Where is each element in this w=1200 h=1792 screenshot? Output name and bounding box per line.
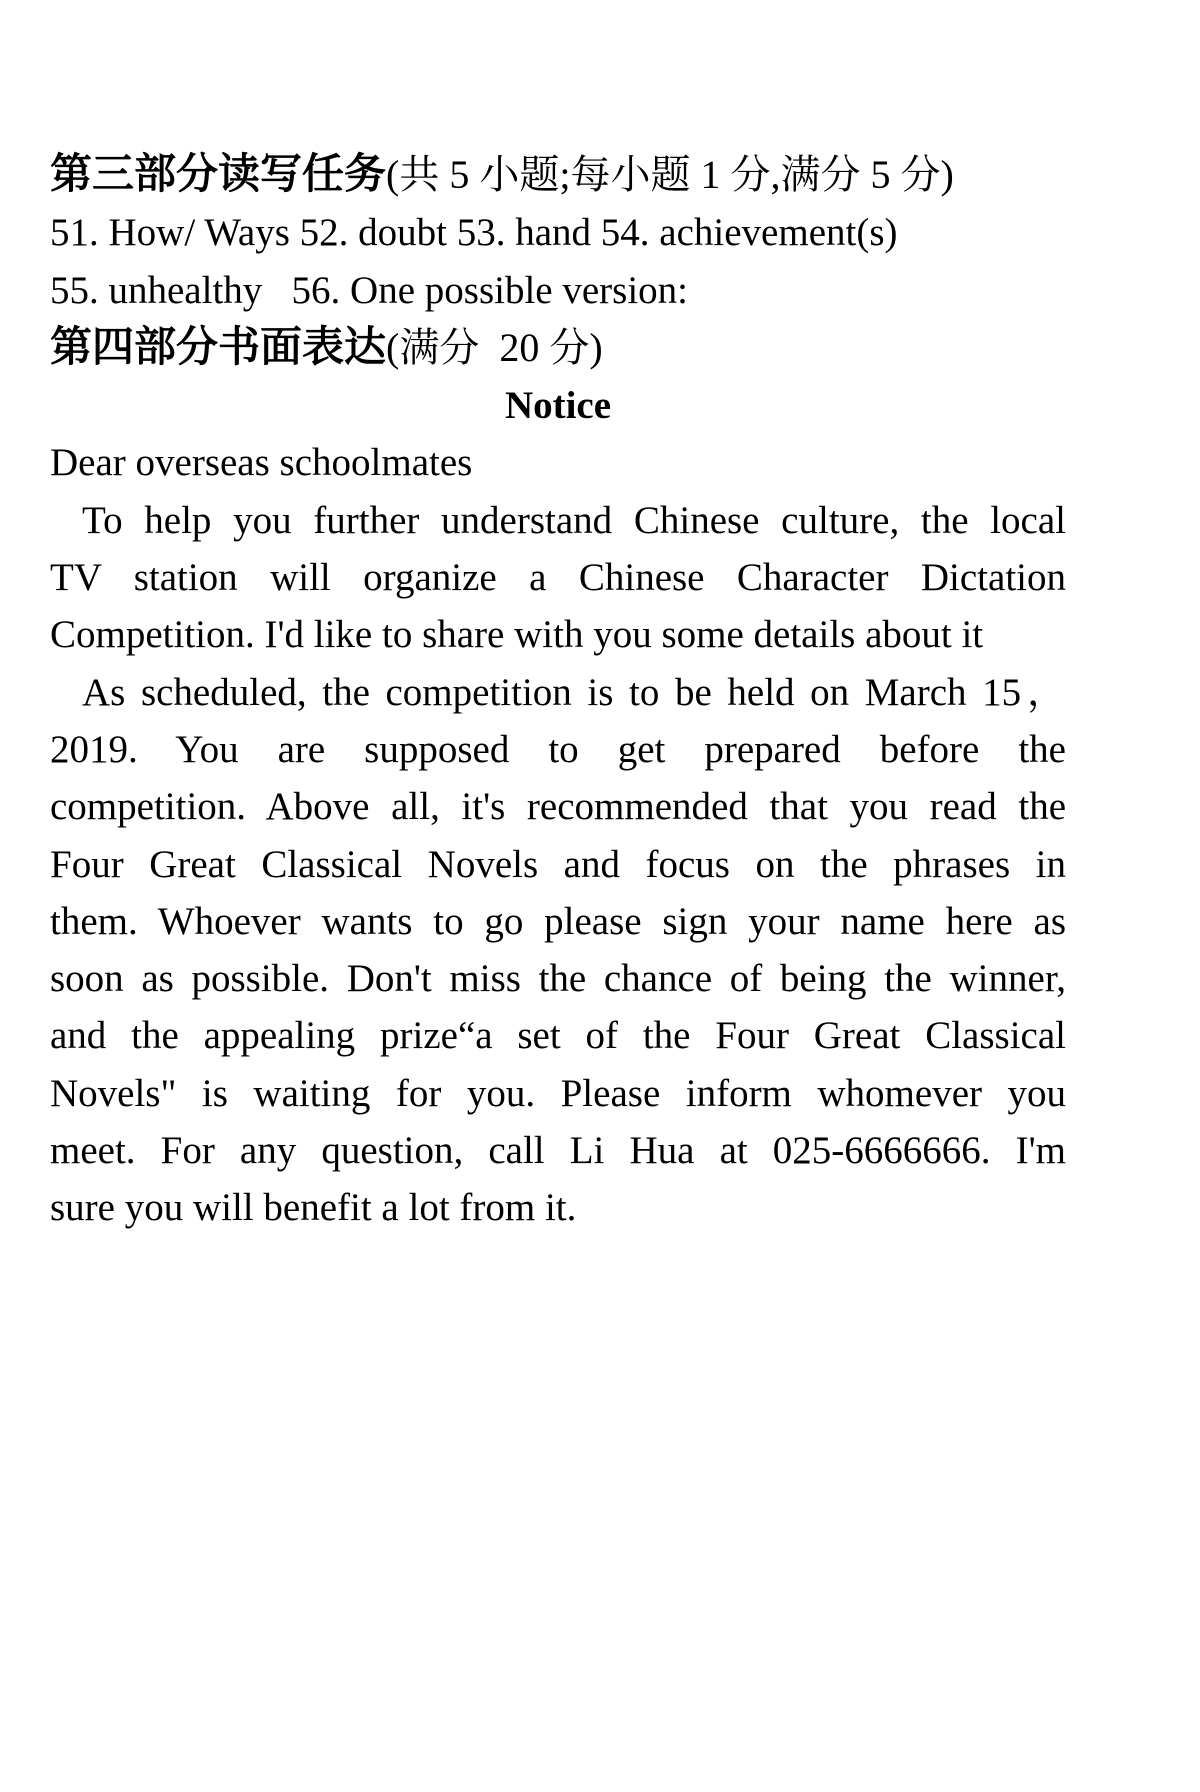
section3-score-note: (共 5 小题;每小题 1 分,满分 5 分) [386,152,954,197]
answers-line-2: 55. unhealthy 56. One possible version: [50,268,688,312]
section4-title: 第四部分书面表达 [50,324,387,371]
section3-title: 第三部分读写任务 [50,152,387,198]
notice-title: Notice [504,384,612,428]
paragraph-line: Four Great Classical Novels and focus on the phrases in [50,842,1066,886]
section4-heading [50,319,1066,377]
paragraph-line: 2019. You are supposed to get prepared before the [50,727,1066,771]
section3-heading [50,146,1066,204]
notice-paragraph-2 [50,664,1066,1237]
paragraph-line: TV station will organize a Chinese Character Dictation [50,556,1066,600]
paragraph-line: As scheduled, the competition is to be held on March 15， [82,670,1066,714]
answers-line-1: 51. How/ Ways 52. doubt 53. hand 54. achievement(s) [50,211,898,255]
notice-paragraph-1 [50,492,1066,664]
paragraph-line: soon as possible. Don't miss the chance of being the winner, [50,957,1066,1001]
paragraph-line: them. Whoever wants to go please sign your name here as [50,899,1066,943]
paragraph-line: sure you will benefit a lot from it. [50,1186,577,1230]
paragraph-line: meet. For any question, call Li Hua at 025-6666666. I'm [50,1129,1066,1173]
paragraph-line: competition. Above all, it's recommended that you read the [50,785,1066,829]
salutation: Dear overseas schoolmates [50,441,473,485]
section4-score-note: (满分 20 分) [386,324,603,370]
paragraph-line: Novels" is waiting for you. Please inform whomever you [50,1071,1066,1115]
paragraph-line: and the appealing prize“a set of the Four Great Classical [50,1014,1066,1058]
paragraph-line: To help you further understand Chinese culture, the local [82,498,1066,542]
paragraph-line: Competition. I'd like to share with you some details about it [50,613,984,657]
document-page [50,146,1066,1237]
